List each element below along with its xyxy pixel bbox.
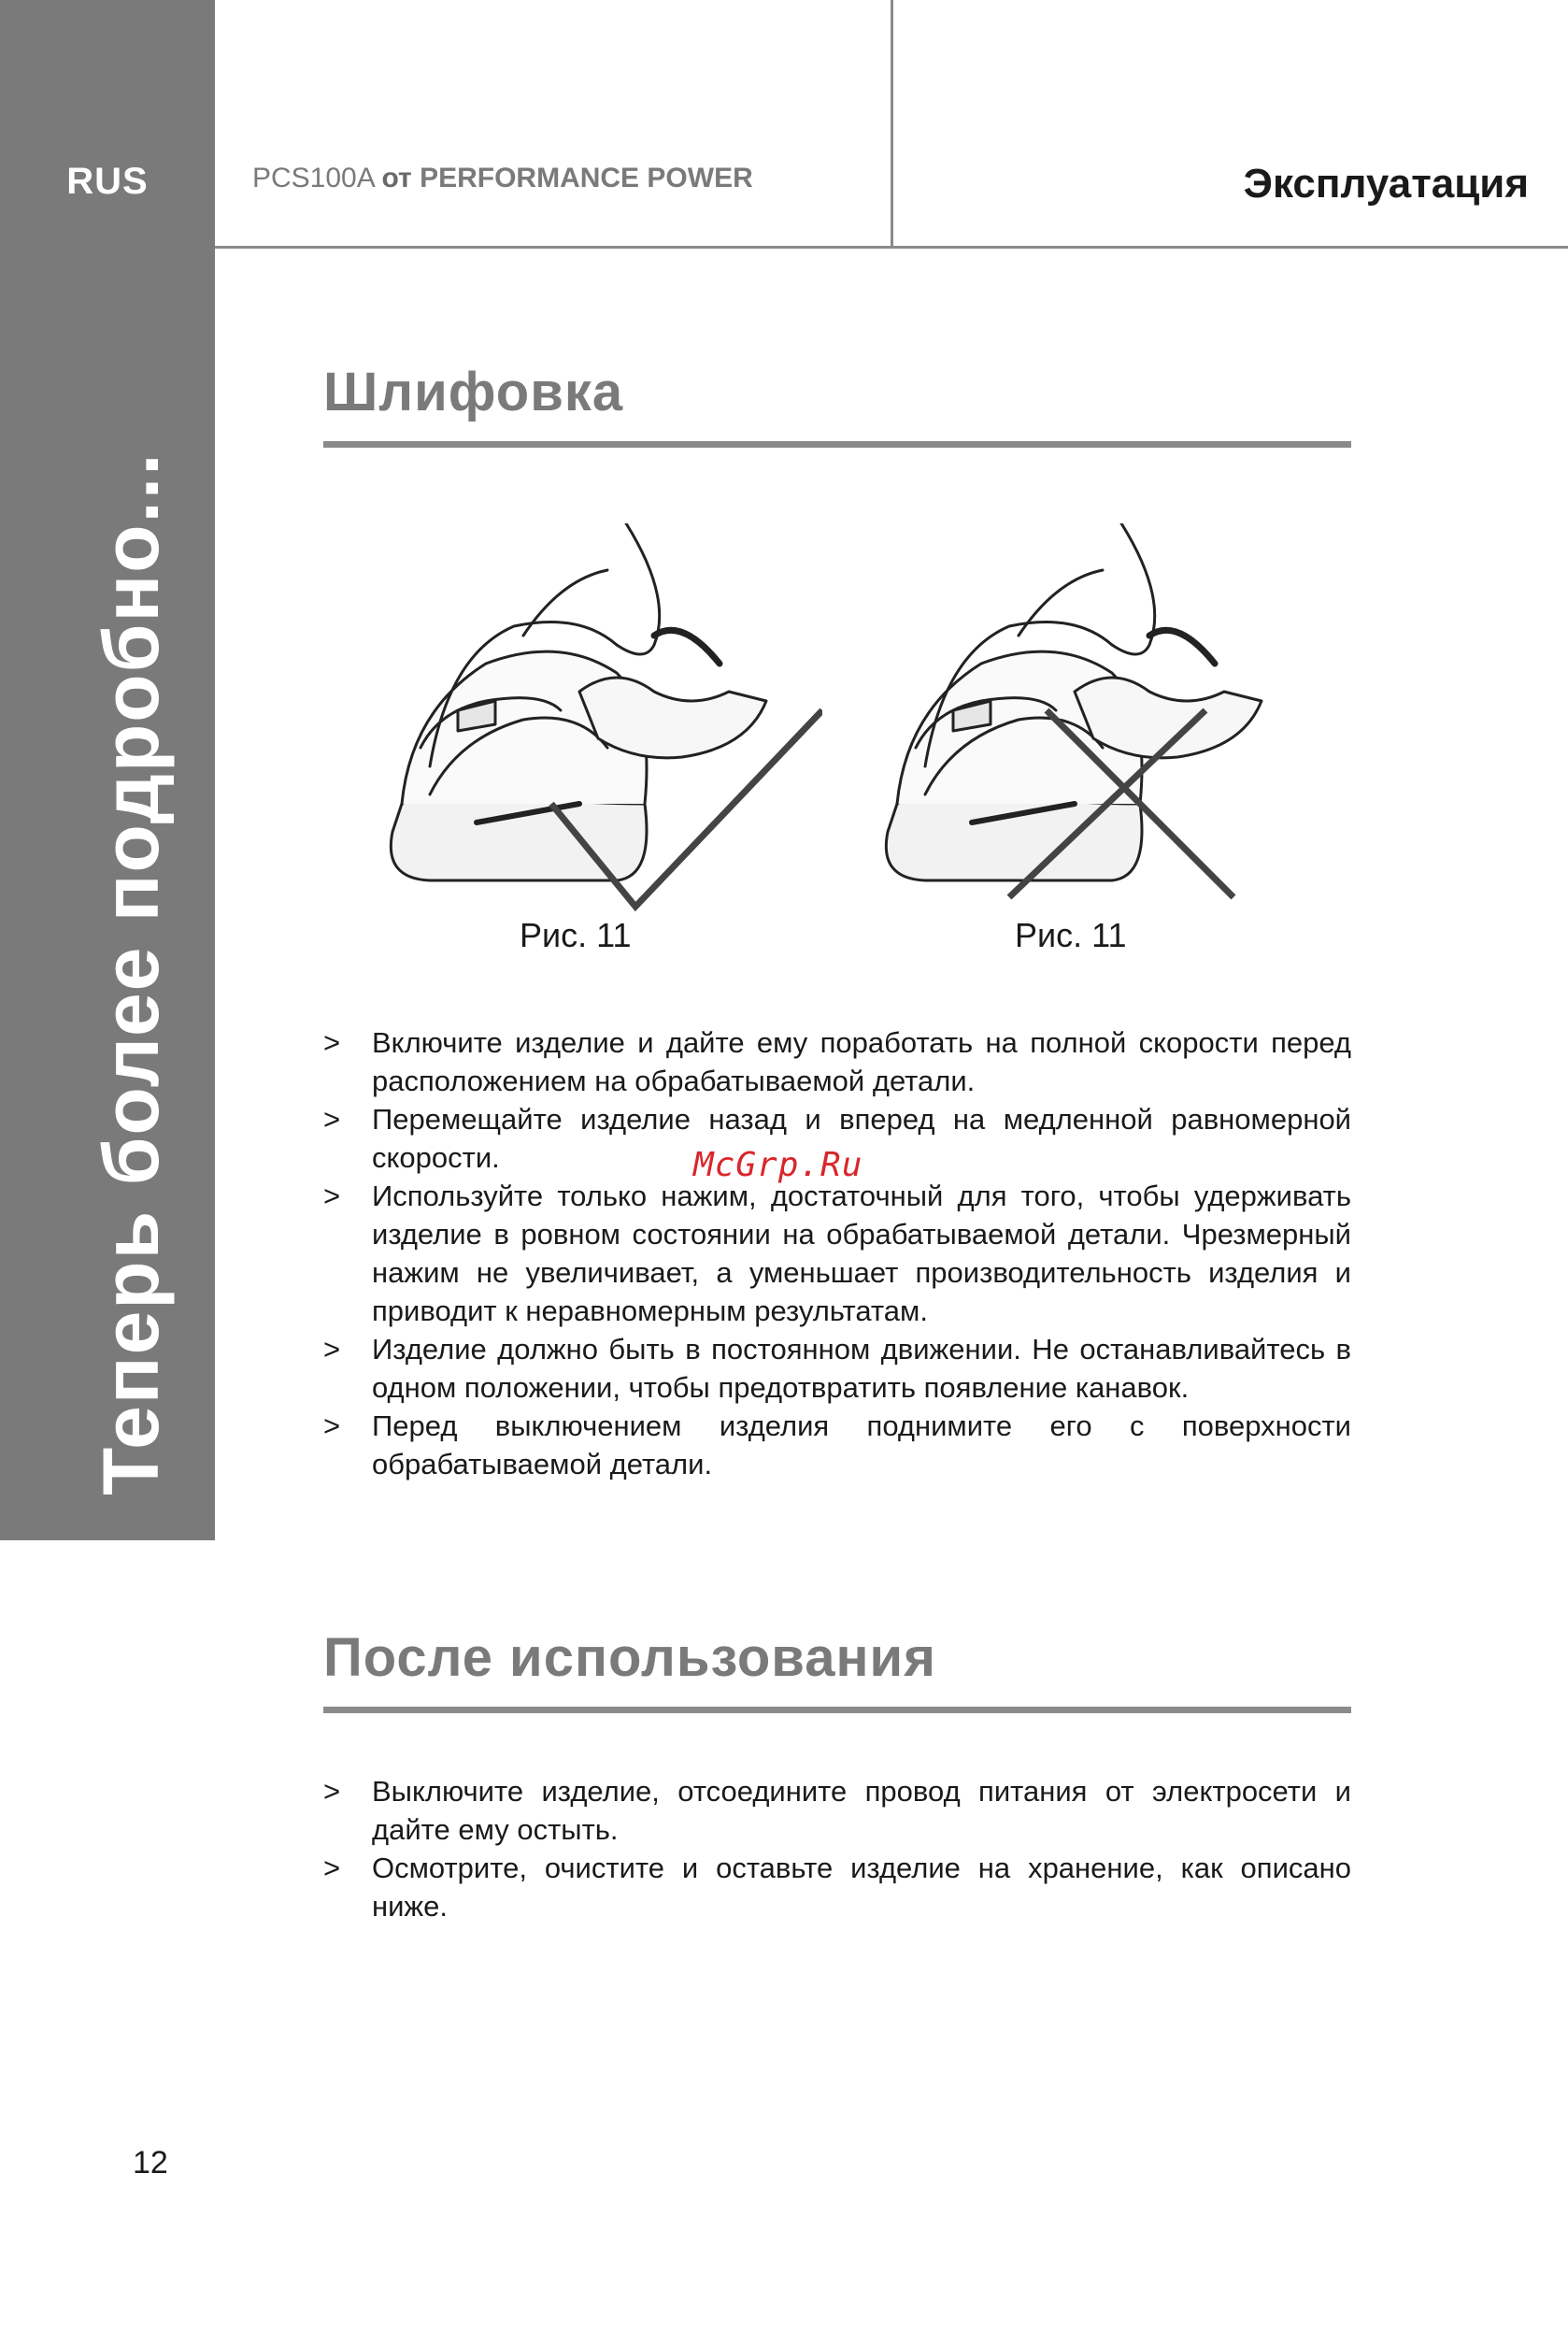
bullet-icon: > <box>323 1852 341 1884</box>
bullet-icon: > <box>323 1026 341 1059</box>
model-name: PCS100A <box>252 163 375 193</box>
sanding-heading-rule <box>323 441 1351 448</box>
sanding-heading: Шлифовка <box>323 362 624 422</box>
list-item: > Осмотрите, очистите и оставьте изделие на хранение, как описано ниже. <box>323 1849 1351 1925</box>
figures-row <box>374 523 1262 963</box>
language-label: RUS <box>66 161 149 202</box>
section-title: Эксплуатация <box>1243 161 1529 207</box>
list-item: > Используйте только нажим, достаточный для того, чтобы удерживать изделие в ровном состоянии на обрабатываемой детали. Чрезмерный нажим не увеличивает, а уменьшает производительность изделия и приводит к неравномерным результатам. <box>323 1177 1351 1330</box>
model-line <box>252 163 753 194</box>
sanding-instructions <box>323 1023 1351 1483</box>
model-by: от <box>381 163 412 193</box>
header-rule <box>215 246 1568 249</box>
bullet-icon: > <box>323 1333 341 1366</box>
list-item: > Включите изделие и дайте ему поработать на полной скорости перед расположением на обрабатываемой детали. <box>323 1023 1351 1100</box>
sander-illustration-incorrect <box>869 523 1318 916</box>
after-use-instructions <box>323 1772 1351 1925</box>
list-item: > Выключите изделие, отсоедините провод питания от электросети и дайте ему остыть. <box>323 1772 1351 1849</box>
figure-caption-2: Рис. 11 <box>1015 916 1127 954</box>
sidebar-band <box>0 0 215 1540</box>
header-divider <box>891 0 893 247</box>
sander-illustration-correct <box>374 523 822 916</box>
after-use-heading-rule <box>323 1707 1351 1713</box>
bullet-icon: > <box>323 1103 341 1136</box>
after-use-heading: После использования <box>323 1627 936 1688</box>
figure-correct <box>374 523 785 963</box>
brand-name: PERFORMANCE POWER <box>420 163 753 193</box>
figure-incorrect <box>869 523 1280 963</box>
list-item: > Перед выключением изделия поднимите его с поверхности обрабатываемой детали. <box>323 1407 1351 1483</box>
list-item: > Изделие должно быть в постоянном движении. Не останавливайтесь в одном положении, чтобы предотвратить появление канавок. <box>323 1330 1351 1407</box>
vertical-caption: Теперь более подробно... <box>87 451 175 1495</box>
figure-caption-1: Рис. 11 <box>520 916 632 954</box>
bullet-icon: > <box>323 1409 341 1442</box>
list-item: > Перемещайте изделие назад и вперед на медленной равномерной скорости. <box>323 1100 1351 1177</box>
page-number: 12 <box>133 2145 168 2181</box>
bullet-icon: > <box>323 1180 341 1212</box>
watermark: McGrp.Ru <box>693 1146 863 1184</box>
vertical-caption-area <box>86 430 226 1514</box>
bullet-icon: > <box>323 1775 341 1808</box>
